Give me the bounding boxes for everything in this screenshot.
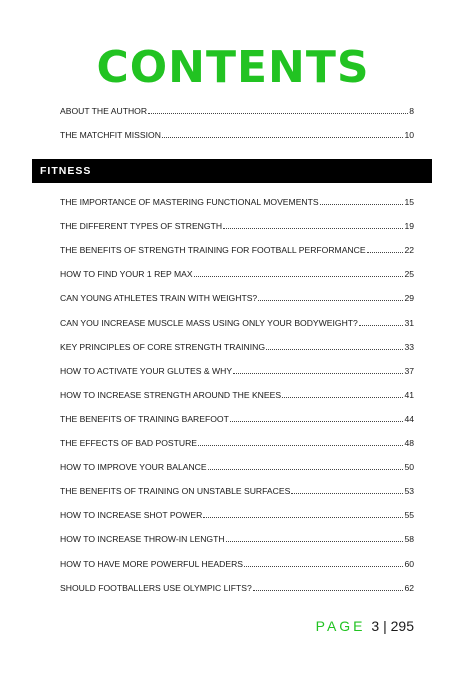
toc-leader bbox=[194, 268, 404, 277]
toc-entry-about-author[interactable] bbox=[60, 105, 414, 117]
toc-entry-label: KEY PRINCIPLES OF CORE STRENGTH TRAINING bbox=[60, 341, 266, 352]
toc-leader bbox=[233, 365, 403, 374]
toc-entry-page: 50 bbox=[404, 462, 414, 473]
toc-leader bbox=[320, 196, 404, 205]
toc-entry-label: HOW TO IMPROVE YOUR BALANCE bbox=[60, 462, 207, 473]
toc-entry[interactable] bbox=[60, 582, 414, 594]
toc-entry-label: THE BENEFITS OF TRAINING ON UNSTABLE SURFACES bbox=[60, 486, 291, 497]
toc-leader bbox=[198, 437, 403, 446]
page-title: CONTENTS bbox=[96, 42, 370, 93]
toc-entry[interactable] bbox=[60, 389, 414, 401]
toc-entry-matchfit-mission[interactable] bbox=[60, 129, 414, 141]
toc-entry[interactable] bbox=[60, 533, 414, 545]
toc-entry[interactable] bbox=[60, 292, 414, 304]
toc-leader bbox=[367, 244, 404, 253]
toc-entry[interactable] bbox=[60, 244, 414, 256]
toc-entry[interactable] bbox=[60, 196, 414, 208]
toc-entry-page: 10 bbox=[404, 130, 414, 140]
toc-entry-label: HOW TO HAVE MORE POWERFUL HEADERS bbox=[60, 558, 244, 569]
toc-entry-label: THE EFFECTS OF BAD POSTURE bbox=[60, 438, 198, 448]
page-footer bbox=[316, 617, 414, 635]
toc-leader bbox=[162, 129, 404, 138]
toc-entry-label: HOW TO FIND YOUR 1 REP MAX bbox=[60, 269, 193, 280]
toc-entry-page: 33 bbox=[404, 341, 414, 352]
toc-entry-label: HOW TO ACTIVATE YOUR GLUTES & WHY bbox=[60, 365, 233, 376]
toc-entry-page: 37 bbox=[404, 365, 414, 376]
toc-leader bbox=[208, 461, 404, 470]
toc-entry-label: THE IMPORTANCE OF MASTERING FUNCTIONAL MOVEMENTS bbox=[60, 197, 319, 207]
toc-leader bbox=[253, 582, 404, 591]
toc-entry-label: HOW TO INCREASE THROW-IN LENGTH bbox=[60, 534, 225, 545]
toc-entry-label: HOW TO INCREASE STRENGTH AROUND THE KNEES bbox=[60, 389, 282, 400]
toc-entry-page: 25 bbox=[404, 269, 414, 280]
toc-entry-label: CAN YOUNG ATHLETES TRAIN WITH WEIGHTS? bbox=[60, 293, 258, 304]
toc-entry-page: 62 bbox=[404, 582, 414, 593]
toc-entry[interactable] bbox=[60, 509, 414, 521]
toc-leader bbox=[230, 413, 404, 422]
toc-entry-label: THE BENEFITS OF STRENGTH TRAINING FOR FOOTBALL PERFORMANCE bbox=[60, 245, 366, 256]
toc-entry-page: 48 bbox=[404, 438, 414, 448]
toc-entry-label: CAN YOU INCREASE MUSCLE MASS USING ONLY YOUR BODYWEIGHT? bbox=[60, 317, 358, 328]
toc-leader bbox=[282, 389, 403, 398]
toc-entry-label: THE DIFFERENT TYPES OF STRENGTH bbox=[60, 221, 223, 232]
toc-entry[interactable] bbox=[60, 485, 414, 497]
toc-entry-page: 53 bbox=[404, 486, 414, 497]
toc-entry-page: 15 bbox=[404, 197, 414, 207]
section-header-fitness: FITNESS bbox=[32, 159, 432, 183]
toc-leader bbox=[291, 485, 403, 494]
toc-leader bbox=[226, 533, 404, 542]
toc-leader bbox=[258, 292, 403, 301]
toc-entry-page: 29 bbox=[404, 293, 414, 304]
toc-entry[interactable] bbox=[60, 268, 414, 280]
toc-entry-page: 55 bbox=[404, 510, 414, 521]
toc-entry[interactable] bbox=[60, 341, 414, 353]
toc-leader bbox=[266, 341, 403, 350]
toc-leader bbox=[203, 509, 403, 518]
toc-entry[interactable] bbox=[60, 365, 414, 377]
toc-entry-label: HOW TO INCREASE SHOT POWER bbox=[60, 510, 203, 521]
toc-leader bbox=[223, 220, 403, 229]
toc-entry-page: 8 bbox=[409, 106, 414, 116]
toc-entry-label: THE MATCHFIT MISSION bbox=[60, 130, 161, 140]
toc-entry[interactable] bbox=[60, 413, 414, 425]
toc-entry-page: 41 bbox=[404, 389, 414, 400]
toc-entry-page: 31 bbox=[404, 317, 414, 328]
toc-entry[interactable] bbox=[60, 437, 414, 449]
footer-separator: | bbox=[383, 618, 387, 634]
toc-entry-label: THE BENEFITS OF TRAINING BAREFOOT bbox=[60, 413, 229, 424]
toc-leader bbox=[244, 558, 403, 567]
toc-entry[interactable] bbox=[60, 220, 414, 232]
toc-leader bbox=[148, 105, 408, 114]
toc-entry-label: SHOULD FOOTBALLERS USE OLYMPIC LIFTS? bbox=[60, 582, 252, 593]
toc-entry[interactable] bbox=[60, 317, 414, 329]
footer-total-pages: 295 bbox=[390, 618, 414, 634]
toc-entry-page: 44 bbox=[404, 413, 414, 424]
toc-entry-page: 58 bbox=[404, 534, 414, 545]
toc-entry-page: 60 bbox=[404, 558, 414, 569]
footer-current-page: 3 bbox=[371, 618, 380, 634]
toc-entry-page: 19 bbox=[404, 221, 414, 232]
footer-page-word: PAGE bbox=[315, 618, 366, 634]
toc-leader bbox=[359, 317, 404, 326]
toc-entry[interactable] bbox=[60, 461, 414, 473]
toc-entry-label: ABOUT THE AUTHOR bbox=[60, 106, 148, 116]
toc-entry-page: 22 bbox=[404, 245, 414, 256]
toc-entry[interactable] bbox=[60, 558, 414, 570]
